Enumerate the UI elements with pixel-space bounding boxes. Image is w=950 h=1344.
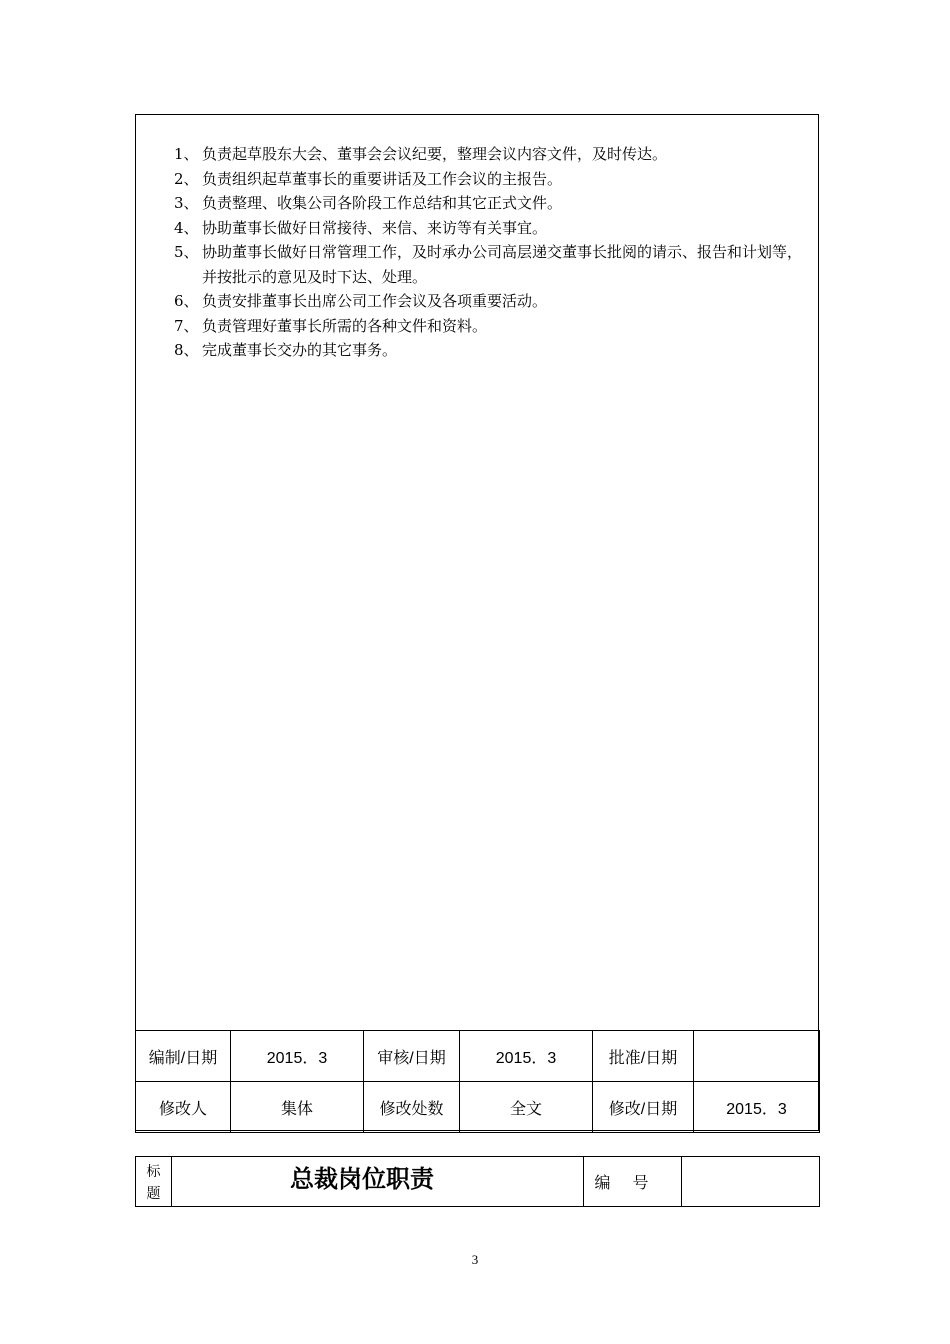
table-row (136, 1031, 820, 1082)
duty-text: 完成董事长交办的其它事务。 (202, 341, 398, 359)
duty-text: 负责组织起草董事长的重要讲话及工作会议的主报告。 (202, 169, 563, 188)
list-item (174, 191, 814, 216)
list-item (174, 167, 814, 192)
list-item (174, 142, 814, 167)
page-title: 总裁岗位职责 (172, 1157, 584, 1207)
table-row (136, 1082, 820, 1133)
duty-text: 协助董事长做好日常接待、来信、来访等有关事宜。 (202, 218, 548, 237)
title-label-line: 标 (146, 1162, 161, 1179)
changes-count-label: 修改处数 (364, 1082, 460, 1133)
list-item (174, 289, 814, 314)
table-row (136, 1157, 820, 1207)
code-value (682, 1157, 820, 1207)
prepared-date-value: 2015．3 (231, 1031, 364, 1082)
duties-form-box (135, 114, 819, 1131)
approved-date-value (694, 1031, 820, 1082)
list-item (174, 240, 814, 289)
list-item (174, 338, 814, 363)
modified-date-value: 2015．3 (694, 1082, 820, 1133)
duty-text: 负责管理好董事长所需的各种文件和资料。 (202, 316, 488, 335)
duty-number: 2、 (174, 169, 199, 188)
changes-count-value: 全文 (460, 1082, 593, 1133)
duty-text: 负责整理、收集公司各阶段工作总结和其它正式文件。 (202, 194, 563, 212)
duty-number: 7、 (174, 316, 199, 335)
duty-text: 协助董事长做好日常管理工作，及时承办公司高层递交董事长批阅的请示、报告和计划等，并按批示的意见及时下达、处理。 (202, 243, 803, 286)
modifier-value: 集体 (231, 1082, 364, 1133)
reviewed-date-value: 2015．3 (460, 1031, 593, 1082)
modifier-label: 修改人 (136, 1082, 231, 1133)
duty-number: 3、 (174, 194, 199, 212)
reviewed-date-label: 审核/日期 (364, 1031, 460, 1082)
prepared-date-label: 编制/日期 (136, 1031, 231, 1082)
title-label (136, 1157, 172, 1207)
title-table (135, 1156, 820, 1207)
modified-date-label: 修改/日期 (593, 1082, 694, 1133)
list-item (174, 314, 814, 339)
list-item (174, 216, 814, 241)
title-label-line: 题 (146, 1184, 161, 1201)
signoff-table (135, 1030, 820, 1133)
duty-number: 5、 (174, 243, 199, 261)
duty-number: 4、 (174, 218, 199, 237)
duty-text: 负责安排董事长出席公司工作会议及各项重要活动。 (202, 292, 548, 310)
duty-number: 1、 (174, 145, 199, 163)
duty-list (174, 142, 814, 363)
duty-text: 负责起草股东大会、董事会会议纪要，整理会议内容文件，及时传达。 (202, 145, 668, 163)
approved-date-label: 批准/日期 (593, 1031, 694, 1082)
code-label: 编号 (584, 1157, 682, 1207)
duty-number: 6、 (174, 292, 199, 310)
duty-number: 8、 (174, 341, 199, 359)
page-number: 3 (471, 1252, 479, 1267)
